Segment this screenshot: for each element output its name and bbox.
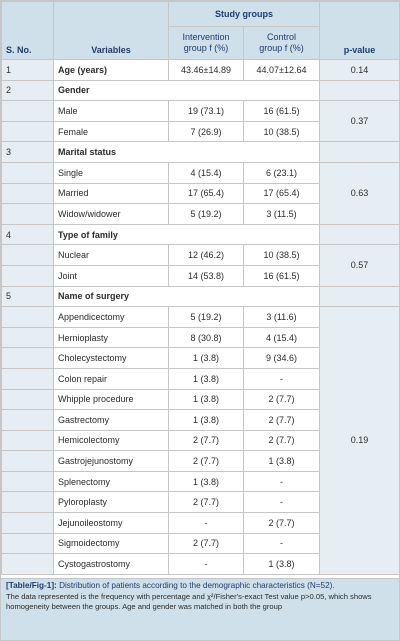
control-value: 10 (38.5) (244, 121, 320, 142)
control-value: 6 (23.1) (244, 162, 320, 183)
intervention-value: 2 (7.7) (169, 492, 244, 513)
variable-label: Cystogastrostomy (54, 554, 169, 575)
header-sno: S. No. (2, 2, 54, 60)
variable-label: Age (years) (54, 60, 169, 81)
table-row (2, 307, 400, 328)
header-pvalue: p-value (320, 2, 400, 60)
control-value: - (244, 368, 320, 389)
table-row (2, 162, 400, 183)
control-value: 3 (11.5) (244, 204, 320, 225)
header-control: Control group f (%) (244, 27, 320, 60)
control-value: 3 (11.6) (244, 307, 320, 328)
intervention-value: 1 (3.8) (169, 471, 244, 492)
variable-label: Whipple procedure (54, 389, 169, 410)
intervention-value: 1 (3.8) (169, 410, 244, 431)
intervention-value: 1 (3.8) (169, 368, 244, 389)
variable-label: Nuclear (54, 245, 169, 266)
intervention-value: - (169, 513, 244, 534)
variable-label: Cholecystectomy (54, 348, 169, 369)
control-value: 9 (34.6) (244, 348, 320, 369)
variable-label: Married (54, 183, 169, 204)
control-value: 2 (7.7) (244, 513, 320, 534)
row-number: 5 (2, 286, 54, 307)
intervention-value: 2 (7.7) (169, 430, 244, 451)
variable-label: Jejunoileostomy (54, 513, 169, 534)
intervention-value: 12 (46.2) (169, 245, 244, 266)
intervention-value: 5 (19.2) (169, 204, 244, 225)
control-value: 2 (7.7) (244, 389, 320, 410)
demographics-table (1, 1, 400, 575)
intervention-value: 5 (19.2) (169, 307, 244, 328)
table-row (2, 60, 400, 81)
intervention-value: 7 (26.9) (169, 121, 244, 142)
intervention-value: 1 (3.8) (169, 348, 244, 369)
variable-label: Joint (54, 265, 169, 286)
caption-note: The data represented is the frequency with percentage and χ²/Fisher's-exact Test value p>0.05, which shows homogeneity between the groups. Age and gender was matched in both the group (6, 592, 372, 611)
intervention-value: 2 (7.7) (169, 533, 244, 554)
table-body (2, 60, 400, 575)
intervention-value: 8 (30.8) (169, 327, 244, 348)
variable-label: Hernioplasty (54, 327, 169, 348)
row-number: 4 (2, 224, 54, 245)
header-variables: Variables (54, 2, 169, 60)
control-value: - (244, 533, 320, 554)
section-label: Type of family (54, 224, 320, 245)
control-value: 2 (7.7) (244, 410, 320, 431)
table-row (2, 101, 400, 122)
variable-label: Gastrojejunostomy (54, 451, 169, 472)
intervention-value: 4 (15.4) (169, 162, 244, 183)
section-label: Gender (54, 80, 320, 101)
variable-label: Pyloroplasty (54, 492, 169, 513)
intervention-value: 17 (65.4) (169, 183, 244, 204)
row-number: 1 (2, 60, 54, 81)
intervention-value: 1 (3.8) (169, 389, 244, 410)
caption-text: Distribution of patients according to the demographic characteristics (N=52). (59, 581, 335, 590)
variable-label: Gastrectomy (54, 410, 169, 431)
intervention-value: 19 (73.1) (169, 101, 244, 122)
intervention-value: 14 (53.8) (169, 265, 244, 286)
control-value: 44.07±12.64 (244, 60, 320, 81)
control-value: - (244, 492, 320, 513)
variable-label: Widow/widower (54, 204, 169, 225)
table-caption (1, 578, 399, 640)
control-value: 16 (61.5) (244, 101, 320, 122)
variable-label: Hemicolectomy (54, 430, 169, 451)
control-value: 17 (65.4) (244, 183, 320, 204)
section-header-row (2, 80, 400, 101)
header-study-groups: Study groups (169, 2, 320, 27)
control-value: - (244, 471, 320, 492)
section-header-row (2, 224, 400, 245)
control-value: 2 (7.7) (244, 430, 320, 451)
control-value: 1 (3.8) (244, 451, 320, 472)
control-value: 16 (61.5) (244, 265, 320, 286)
section-label: Marital status (54, 142, 320, 163)
control-value: 10 (38.5) (244, 245, 320, 266)
p-value: 0.19 (320, 307, 400, 575)
intervention-value: 43.46±14.89 (169, 60, 244, 81)
section-header-row (2, 286, 400, 307)
section-header-row (2, 142, 400, 163)
p-value: 0.37 (320, 101, 400, 142)
variable-label: Female (54, 121, 169, 142)
header-intervention: Intervention group f (%) (169, 27, 244, 60)
intervention-value: - (169, 554, 244, 575)
variable-label: Splenectomy (54, 471, 169, 492)
variable-label: Appendicectomy (54, 307, 169, 328)
variable-label: Male (54, 101, 169, 122)
variable-label: Sigmoidectomy (54, 533, 169, 554)
p-value: 0.63 (320, 162, 400, 224)
caption-label: [Table/Fig-1]: (6, 581, 57, 590)
row-number: 3 (2, 142, 54, 163)
control-value: 4 (15.4) (244, 327, 320, 348)
section-label: Name of surgery (54, 286, 320, 307)
table-row (2, 245, 400, 266)
p-value: 0.14 (320, 60, 400, 81)
variable-label: Colon repair (54, 368, 169, 389)
variable-label: Single (54, 162, 169, 183)
control-value: 1 (3.8) (244, 554, 320, 575)
p-value: 0.57 (320, 245, 400, 286)
intervention-value: 2 (7.7) (169, 451, 244, 472)
row-number: 2 (2, 80, 54, 101)
